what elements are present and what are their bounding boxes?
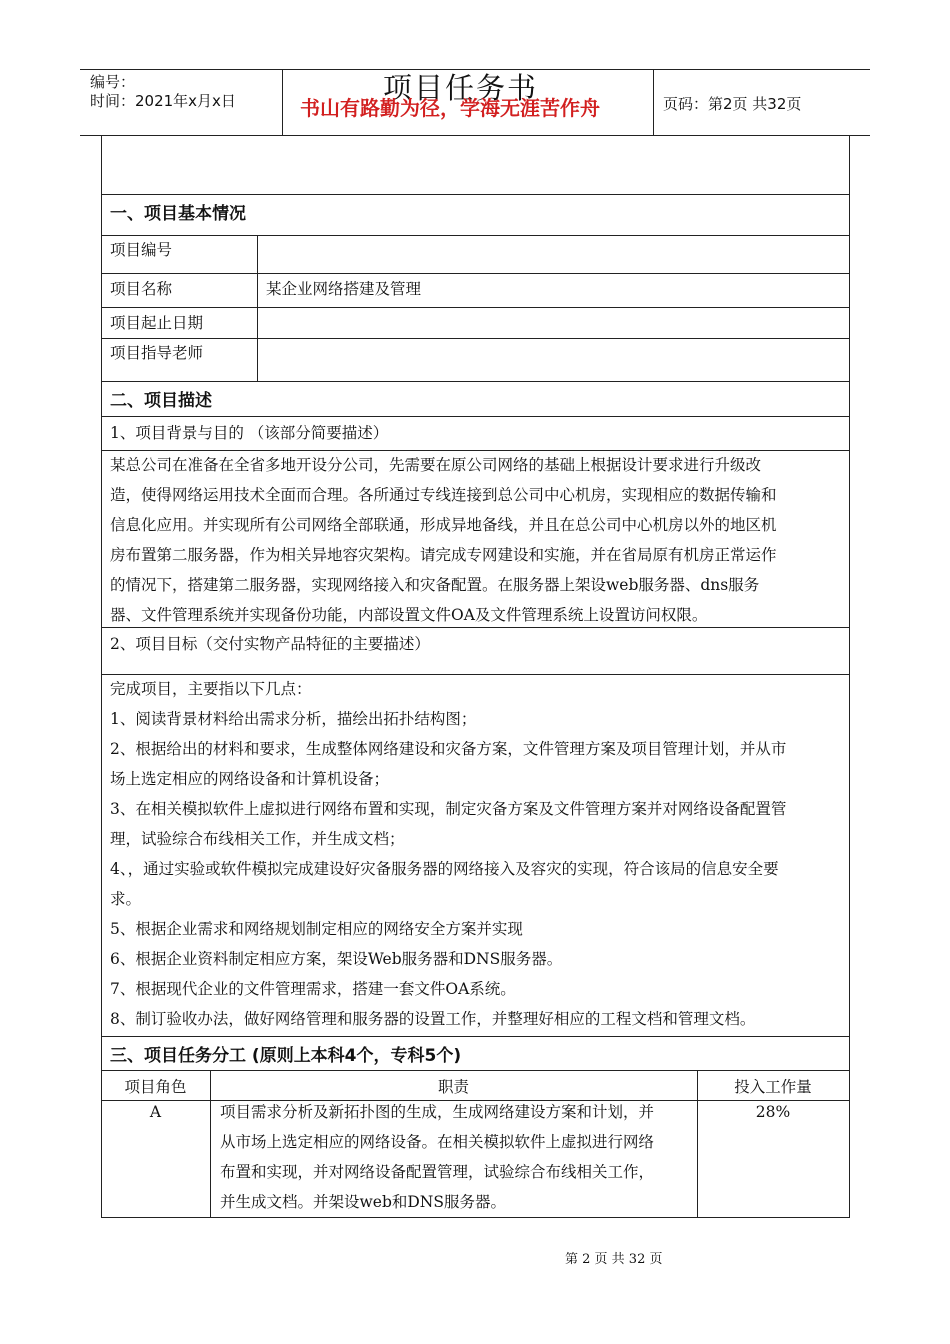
duty-line: 并生成文档。并架设web和DNS服务器。 <box>220 1193 506 1211</box>
goal-line: 4、，通过实验或软件模拟完成建设好灾备服务器的网络接入及容灾的实现，符合该局的信息安全要 <box>110 860 779 878</box>
duty-line: 从市场上选定相应的网络设备。在相关模拟软件上虚拟进行网络 <box>220 1133 655 1151</box>
background-line: 的情况下，搭建第二服务器，实现网络接入和灾备配置。在服务器上架设web服务器、dns服务 <box>110 576 760 594</box>
background-line: 房布置第二服务器，作为相关异地容灾架构。请完成专网建设和实施，并在省局原有机房正常运作 <box>110 546 777 564</box>
column-header-role: 项目角色 <box>124 1078 187 1096</box>
goal-line: 完成项目，主要指以下几点： <box>110 680 312 698</box>
goal-line: 2、根据给出的材料和要求，生成整体网络建设和灾备方案，文件管理方案及项目管理计划，并从市 <box>110 740 787 758</box>
goal-line: 6、根据企业资料制定相应方案，架设Web服务器和DNS服务器。 <box>110 950 563 968</box>
goal-line: 求。 <box>110 890 142 908</box>
goal-line: 场上选定相应的网络设备和计算机设备； <box>110 770 390 788</box>
section-basic-info-title: 一、项目基本情况 <box>110 204 246 224</box>
page-info: 页码：第2页 共32页 <box>663 95 802 113</box>
document-title: 项目任务书 <box>383 71 539 105</box>
project-number-label: 项目编号 <box>110 241 173 259</box>
background-line: 造，使得网络运用技术全面而合理。各所通过专线连接到总公司中心机房，实现相应的数据传输和 <box>110 486 777 504</box>
background-heading: 1、项目背景与目的 （该部分简要描述） <box>110 424 389 442</box>
project-name-value: 某企业网络搭建及管理 <box>266 280 422 298</box>
goal-line: 理，试验综合布线相关工作，并生成文档； <box>110 830 405 848</box>
project-dates-label: 项目起止日期 <box>110 314 204 332</box>
goal-line: 1、阅读背景材料给出需求分析，描绘出拓扑结构图； <box>110 710 477 728</box>
column-header-duty: 职责 <box>437 1078 469 1096</box>
goal-list <box>110 674 786 1034</box>
goal-heading: 2、项目目标（交付实物产品特征的主要描述） <box>110 635 430 653</box>
goal-line: 7、根据现代企业的文件管理需求，搭建一套文件OA系统。 <box>110 980 516 998</box>
background-line: 某总公司在准备在全省多地开设分公司，先需要在原公司网络的基础上根据设计要求进行升级改 <box>110 456 762 474</box>
goal-line: 3、在相关模拟软件上虚拟进行网络布置和实现，制定灾备方案及文件管理方案并对网络设备配置管 <box>110 800 787 818</box>
document-number-label: 编号： <box>90 73 136 91</box>
column-header-workload: 投入工作量 <box>734 1078 812 1096</box>
task-role-cell: A <box>149 1103 162 1121</box>
background-paragraph <box>110 450 777 630</box>
background-line: 信息化应用。并实现所有公司网络全部联通，形成异地备线，并且在总公司中心机房以外的地区机 <box>110 516 777 534</box>
goal-line: 5、根据企业需求和网络规划制定相应的网络安全方案并实现 <box>110 920 523 938</box>
page-footer: 第 2 页 共 32 页 <box>565 1252 663 1267</box>
task-duty-cell <box>220 1097 654 1217</box>
header-motto: 书山有路勤为径，学海无涯苦作舟 <box>300 96 600 120</box>
section-description-title: 二、项目描述 <box>110 391 212 411</box>
document-date: 时间：2021年x月x日 <box>90 92 236 110</box>
task-workload-cell: 28% <box>755 1103 791 1121</box>
section-task-division-title: 三、项目任务分工 (原则上本科4个，专科5个) <box>110 1046 462 1066</box>
goal-line: 8、制订验收办法，做好网络管理和服务器的设置工作，并整理好相应的工程文档和管理文档。 <box>110 1010 756 1028</box>
duty-line: 项目需求分析及新拓扑图的生成，生成网络建设方案和计划，并 <box>220 1103 655 1121</box>
project-advisor-label: 项目指导老师 <box>110 344 204 362</box>
duty-line: 布置和实现，并对网络设备配置管理，试验综合布线相关工作， <box>220 1163 655 1181</box>
project-name-label: 项目名称 <box>110 280 173 298</box>
background-line: 器、文件管理系统并实现备份功能，内部设置文件OA及文件管理系统上设置访问权限。 <box>110 606 708 624</box>
